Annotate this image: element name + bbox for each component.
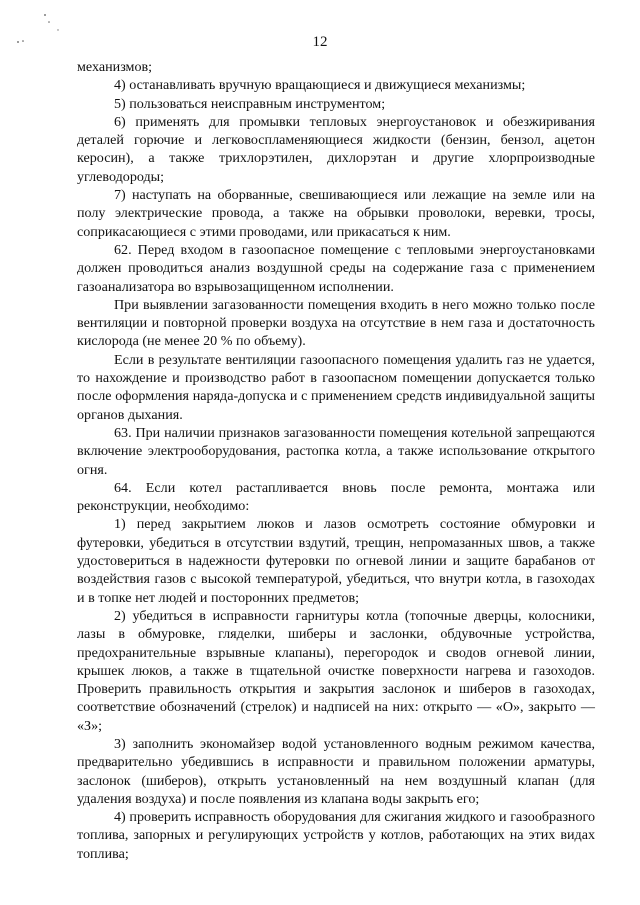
paragraph: 2) убедиться в исправности гарнитуры котла (топочные дверцы, колосники, лазы в обмуровке, гляделки, шиберы и заслонки, обдувочные устройства, предохранительные взрывные клапаны), перегородок и сводов огневой линии, крышек люков, а также в тщательной очистке поверхности нагрева и газоходов. Проверить правильность открытия и закрытия заслонок и шиберов в газоходах, соответствие обозначений (стрелок) и надписей на них: открыто — «О», закрыто — «З»; (77, 607, 595, 734)
paragraph: механизмов; (77, 59, 153, 75)
page-number: 12 (312, 34, 328, 50)
paragraph: 7) наступать на оборванные, свешивающиеся или лежащие на земле или на полу электрические провода, а также на обрывки проволоки, веревки, тросы, соприкасающиеся с этими проводами, или прикасаться к ним. (77, 187, 595, 240)
paragraph: 3) заполнить экономайзер водой установленного водным режимом качества, предварительно убедившись в исправности и правильном положении арматуры, заслонок (шиберов), открыть установленный на нем воздушный клапан (для удаления воздуха) и после появления из клапана воды закрыть его; (77, 735, 595, 807)
paragraph: 64. Если котел растапливается вновь после ремонта, монтажа или реконструкции, необходимо: (77, 479, 595, 515)
paragraph: 6) применять для промывки тепловых энергоустановок и обезжиривания деталей горючие и легковоспламеняющиеся жидкости (бензин, бензол, ацетон керосин), а также трихлорэтилен, дихлорэтан и другие хлорпроизводные углеводороды; (77, 113, 595, 185)
paragraph: 5) пользоваться неисправным инструментом; (114, 95, 386, 112)
paragraph: 4) проверить исправность оборудования для сжигания жидкого и газообразного топлива, запорных и регулирующих устройств у котлов, работающих на этих видах топлива; (77, 809, 595, 862)
paragraph: 63. При наличии признаков загазованности помещения котельной запрещаются включение электрооборудования, растопка котла, а также использование открытого огня. (77, 424, 595, 478)
paragraph: 1) перед закрытием люков и лазов осмотреть состояние обмуровки и футеровки, убедиться в отсутствии вздутий, трещин, непромазанных швов, а также удостовериться в надежности футеровки по огневой линии и защите барабанов от воздействия газов с высокой температурой, убедиться, что внутри котла, в газоходах и в топке нет людей и посторонних предметов; (77, 516, 595, 606)
paragraph: Если в результате вентиляции газоопасного помещения удалить газ не удается, то нахождение и производство работ в газоопасном помещении допускается только после оформления наряда-допуска и с применением средств индивидуальной защиты органов дыхания. (77, 351, 595, 423)
paragraph: 4) останавливать вручную вращающиеся и движущиеся механизмы; (114, 77, 526, 94)
document-body (77, 58, 595, 863)
paragraph: При выявлении загазованности помещения входить в него можно только после вентиляции и повторной проверки воздуха на отсутствие в нем газа и достаточность кислорода (не менее 20 % по объему). (77, 296, 595, 350)
paragraph: 62. Перед входом в газоопасное помещение с тепловыми энергоустановками должен проводиться анализ воздушной среды на содержание газа с применением газоанализатора во взрывозащищенном исполнении. (77, 241, 595, 295)
